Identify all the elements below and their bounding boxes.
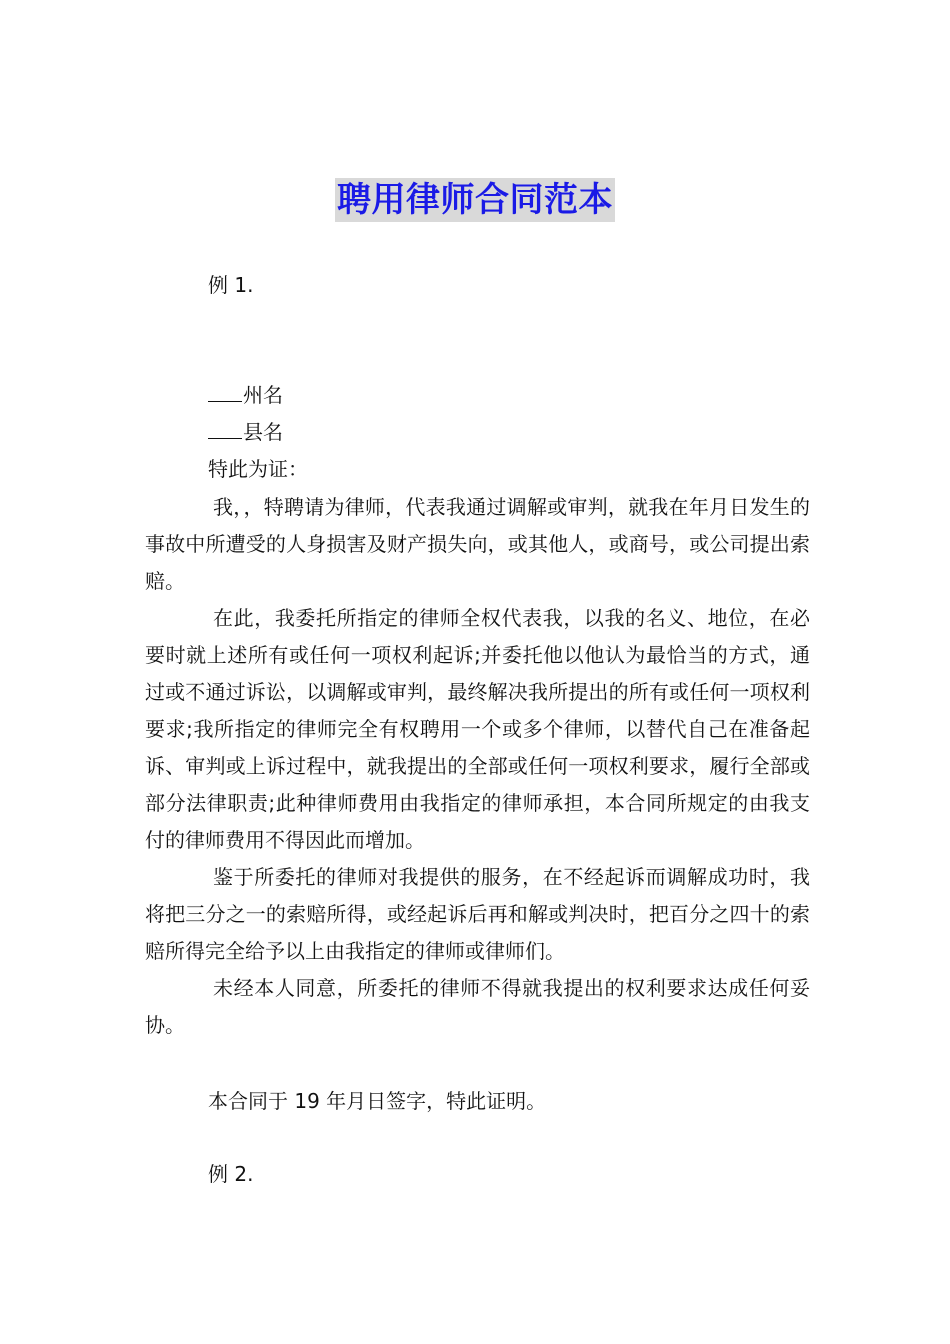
document-title: 聘用律师合同范本 <box>337 180 613 220</box>
title-container <box>0 178 950 222</box>
example-1-label: 例 1. <box>208 273 254 297</box>
state-blank <box>208 383 242 402</box>
signing-line: 本合同于 19 年月日签字，特此证明。 <box>208 1089 547 1113</box>
example-2-label: 例 2. <box>208 1162 254 1186</box>
paragraph-claim: 我，，特聘请为律师，代表我通过调解或审判，就我在年月日发生的事故中所遭受的人身损害及财产损失向，或其他人，或商号，或公司提出索赔。 <box>145 495 810 593</box>
state-name-label: 州名 <box>243 383 283 407</box>
paragraph-authorization: 在此，我委托所指定的律师全权代表我，以我的名义、地位，在必要时就上述所有或任何一项权利起诉;并委托他以他认为最恰当的方式，通过或不通过诉讼，以调解或审判，最终解决我所提出的所有或任何一项权利要求;我所指定的律师完全有权聘用一个或多个律师，以替代自己在准备起诉、审判或上诉过程中，就我提出的全部或任何一项权利要求，履行全部或部分法律职责;此种律师费用由我指定的律师承担，本合同所规定的由我支付的律师费用不得因此而增加。 <box>145 606 810 852</box>
paragraph-fees: 鉴于所委托的律师对我提供的服务，在不经起诉而调解成功时，我将把三分之一的索赔所得，或经起诉后再和解或判决时，把百分之四十的索赔所得完全给予以上由我指定的律师或律师们。 <box>145 865 810 963</box>
witness-line: 特此为证： <box>208 457 308 481</box>
county-blank <box>208 420 242 439</box>
state-name-line <box>208 380 283 410</box>
paragraph-consent: 未经本人同意，所委托的律师不得就我提出的权利要求达成任何妥协。 <box>145 976 810 1037</box>
document-body <box>145 489 810 1044</box>
county-name-label: 县名 <box>243 420 283 444</box>
county-name-line <box>208 417 283 447</box>
